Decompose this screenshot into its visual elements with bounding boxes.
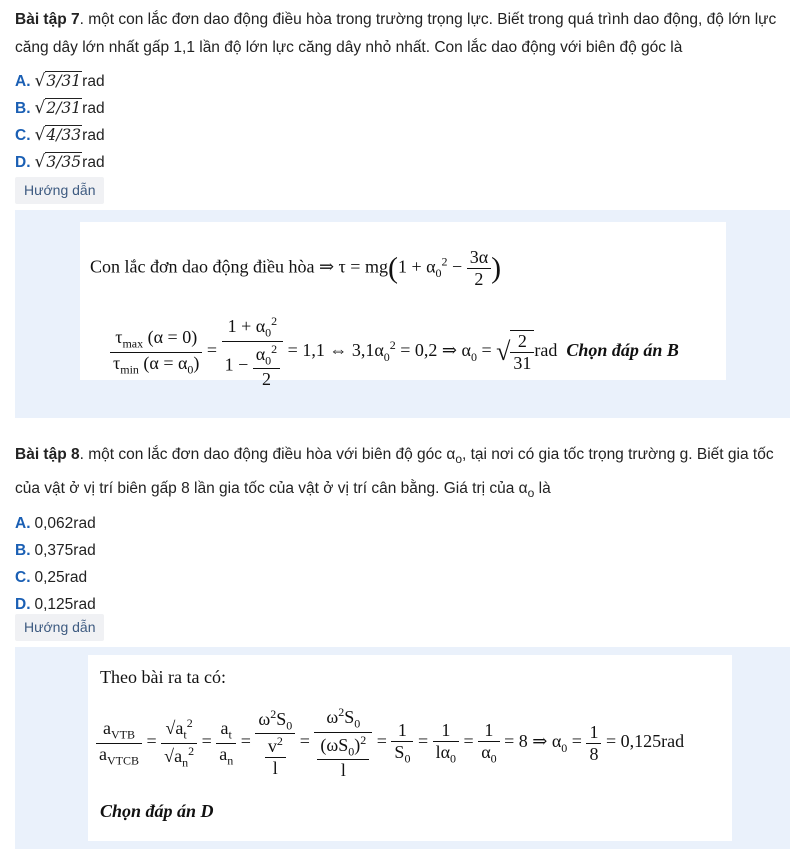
sol7-tmin-arg: (α = α: [143, 352, 188, 373]
sol8-an: a: [174, 745, 183, 766]
sol7-p2: −: [447, 256, 467, 277]
sol7-two: 2: [474, 269, 484, 289]
option-unit: rad: [82, 127, 105, 144]
sol8-t: t: [183, 727, 187, 742]
sol7-unit: rad: [534, 340, 558, 361]
sol7-tmax-arg: (α = 0): [147, 327, 198, 347]
sol7-den1: 1 −: [224, 354, 253, 375]
option-value: 0,375rad: [34, 542, 96, 560]
sol7-frac2: $1 + \alpha_0^2$ 1 − $\frac{\alpha_0^2}{2}$: [222, 314, 284, 390]
option-value: 0,125rad: [34, 596, 96, 614]
sol7-answer: Chọn đáp án B: [566, 340, 679, 361]
sol7-root-den: 31: [513, 353, 532, 374]
exercise-8-option-a: [15, 510, 790, 537]
exercise-7-question: [15, 6, 790, 62]
sol8-alpha: α: [481, 741, 491, 762]
exercise-7-guide-button[interactable]: Hướng dẫn: [15, 177, 104, 204]
sol7-den-2: 2: [261, 369, 271, 390]
sol7-ratio: $\frac{\tau_{max} (\alpha = 0)}{\tau_{min} (\alpha = \alpha_0)}$: [110, 327, 202, 377]
sol7-root-num: 2: [510, 331, 534, 353]
sol7-chain2: = 0,2 ⇒ α: [395, 340, 471, 361]
exercise-8-solution: [15, 647, 790, 849]
sol7-tmax-sub: max: [122, 336, 144, 351]
sol8-result: = 0,125rad: [601, 731, 685, 752]
exercise-7-solution-image: Con lắc đơn dao động điều hòa ⇒ $\tau = mg(1 + \alpha_0^2$ − $\frac{3\alpha}{2}$ ) $\frac{\tau_{max} (\alpha = 0)}{\tau_{min} (\alpha = \alpha_0)}$ = $1 + \alpha_0^2$ 1 − $\frac{\alpha_0^2}{2}$ = 1,1 ⇔ $3,1\alpha_0^2 = 0,2$ ⇒ $\alpha_0$ = √ $\frac{2}{31}$ rad Chọn đáp án B: [80, 222, 726, 380]
option-label: B.: [15, 542, 31, 560]
exercise-7-option-b: B. √2/31rad: [15, 98, 105, 118]
exercise-8-sub2: o: [527, 486, 535, 501]
sol8-at2: a: [220, 718, 229, 738]
exercise-7-option-d: D. √3/35rad: [15, 152, 105, 172]
exercise-7-option-a: A. √3/31rad: [15, 71, 105, 91]
sol7-tmin-sub: min: [120, 362, 139, 377]
sol7-num: 1 + α: [227, 316, 266, 336]
sol8-w: ω: [258, 708, 271, 729]
option-radicand: 3/31: [46, 72, 82, 90]
exercise-7-text: . một con lắc đơn dao động điều hòa trong trường trọng lực. Biết trong quá trình dao động, độ lớn lực căng dây lớn nhất gấp 1,1 lần độ lớn lực căng dây nhỏ nhất. Con lắc dao động với biên độ góc là: [15, 11, 777, 56]
option-unit: rad: [82, 154, 105, 171]
option-label: A.: [15, 73, 31, 90]
sol8-l: l: [272, 758, 278, 779]
option-label: D.: [15, 596, 31, 614]
sol8-at: a: [175, 718, 184, 738]
sol7-3a: 3α: [467, 247, 491, 269]
exercise-8-text1: . một con lắc đơn dao động điều hòa với biên độ góc α: [79, 446, 456, 463]
exercise-8-guide-button[interactable]: Hướng dẫn: [15, 614, 104, 641]
sol7-den-a: α: [255, 343, 266, 364]
exercise-8-option-d: [15, 591, 790, 618]
option-label: B.: [15, 100, 31, 117]
option-unit: rad: [82, 100, 105, 117]
sol8-eight: 8: [589, 743, 599, 764]
sol8-intro: Theo bài ra ta có:: [100, 667, 226, 687]
sol8-an2: a: [219, 743, 228, 764]
sol7-chain: = 1,1 ⇔ 3,1α: [283, 340, 384, 361]
option-value: 0,062rad: [34, 515, 96, 533]
option-radicand: 3/35: [46, 153, 82, 171]
exercise-8-option-b: [15, 537, 790, 564]
sol7-p1: 1 + α: [397, 256, 436, 277]
option-label: D.: [15, 154, 31, 171]
sol8-a1: a: [103, 718, 111, 738]
option-label: A.: [15, 515, 31, 533]
exercise-7-solution: [15, 210, 790, 418]
sol8-a2: a: [99, 743, 107, 764]
exercise-8-text2: , tại nơi có gia tốc trọng trường g. Biết gia tốc của vật ở vị trí biên gấp 8 lần gia tốc của vật ở vị trí cân bằng. Giá trị của α: [15, 446, 774, 498]
sol7-eq2: =: [476, 340, 497, 361]
sol8-n: n: [182, 755, 189, 770]
exercise-7: [15, 6, 790, 176]
sol7-eq: =: [202, 340, 222, 361]
option-value: 0,25rad: [34, 569, 88, 587]
exercise-8-solution-image: Theo bài ra ta có: $\frac{a_{VTB}}{a_{VTCB}}$ = $\frac{√a_t^2}{√a_n^2}$ = $\frac{a_t}{a_n}$ = $\frac{\omega^2S_0}{\frac{v^2}{l}}$ = $\frac{\omega^2S_0}{\frac{(\omega S_0)^2}{l}}$ = $\frac{1}{S_0}$ = $\frac{1}{l\alpha_0}$ = $\frac{1}{\alpha_0}$ = 8 ⇒ $\alpha_0$ = $\frac{1}{8}$ = 0,125rad Chọn đáp án D: [88, 655, 732, 841]
sol8-chain: = 8 ⇒ α: [499, 731, 562, 752]
sol8-one1: 1: [391, 720, 413, 742]
exercise-8: [15, 440, 790, 618]
sol8-v: v: [267, 736, 277, 757]
exercise-8-sub1: o: [455, 452, 462, 467]
exercise-8-question: [15, 440, 790, 508]
exercise-8-option-c: [15, 564, 790, 591]
sol8-vtb: VTB: [111, 727, 135, 742]
option-unit: rad: [82, 73, 105, 90]
option-label: C.: [15, 569, 31, 587]
sol8-answer: Chọn đáp án D: [100, 801, 214, 821]
sol7-intro: Con lắc đơn dao động điều hòa ⇒ τ = mg: [90, 256, 388, 277]
option-radicand: 4/33: [46, 126, 82, 144]
exercise-8-text3: là: [534, 480, 551, 498]
sol8-s0: S: [276, 708, 287, 729]
sol8-vtcb: VTCB: [107, 753, 140, 768]
option-label: C.: [15, 127, 31, 144]
sol7-tmax: τ: [115, 327, 123, 347]
exercise-7-option-c: C. √4/33rad: [15, 125, 105, 145]
option-radicand: 2/31: [46, 99, 82, 117]
exercise-7-title: Bài tập 7: [15, 11, 80, 28]
sol7-tmin: τ: [113, 352, 121, 373]
sol8-ws0: (ωS: [320, 734, 349, 755]
exercise-8-title: Bài tập 8: [15, 446, 80, 463]
sol8-la0: lα: [435, 741, 451, 762]
